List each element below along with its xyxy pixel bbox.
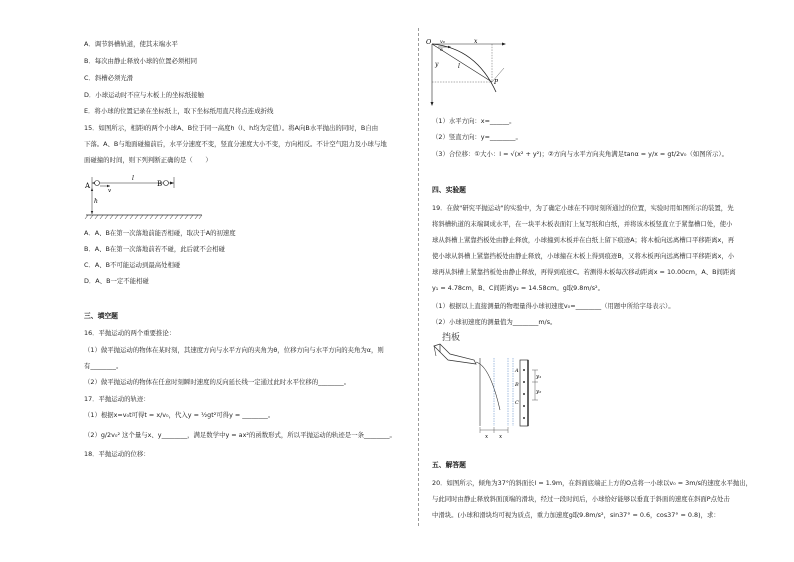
q19-part2: （2）小球初速度的测量值为________m/s。 [432,318,557,326]
q19-line-1: 19．在做"研究平抛运动"的实验中，为了确定小球在不同时刻所通过的位置，实验时用如图所示的装置，先 [432,204,734,212]
q19-part1: （1）根据以上直接测量的物理量得小球初速度v₀=________（用题中所给字母表示）。 [432,302,675,310]
q15-option-c: C．A、B不可能运动到最高处相碰 [84,261,181,269]
option-a-top: A．调节斜槽轨道，使其末端水平 [84,40,178,48]
label-v: v [108,188,112,194]
q20-line-2: 与此同时由静止释放斜面顶端的滑块，经过一段时间后，小球恰好能够以垂直于斜面的速度在斜面P点处击 [432,495,730,503]
label-b: B [157,180,163,188]
section-solve-heading: 五、解答题 [432,461,466,469]
label-a: A [85,182,91,190]
label-y2: y₂ [536,389,542,395]
trajectory-figure [426,38,516,108]
q15-line-1: 15．如图所示，相距l的两个小球A、B位于同一高度h（l、h均为定值）。将A向B水平抛出的同时，B自由 [84,124,379,132]
label-alpha: α [440,48,444,53]
q19-line-5: 球再从斜槽上紧靠挡板处由静止释放，再得到痕迹C。若测得木板每次移动距离x = 10.00cm，A、B间距离 [432,268,736,276]
q15-figure [84,172,204,224]
q20-line-1: 20．如图所示，倾角为37°的斜面长l = 1.9m，在斜面底端正上方的O点将一小球以v₀ = 3m/s的速度水平抛出， [432,479,753,487]
r-horizontal: （1）水平方向：x=______。 [432,117,516,125]
option-d-top: D．小球运动时不应与木板上的坐标纸接触 [84,91,204,99]
option-e-top: E．将小球的位置记录在坐标纸上，取下坐标纸用直尺将点连成折线 [84,107,274,115]
label-a: A [515,368,519,374]
option-c-top: C．斜槽必须光滑 [84,74,134,82]
section-experiment-heading: 四、实验题 [432,186,466,194]
option-b-top: B．每次由静止释放小球的位置必须相同 [84,57,198,65]
label-v0: v₀ [440,39,445,45]
q15-option-a: A．A、B在第一次落地前能否相碰，取决于A的初速度 [84,229,236,237]
label-y1: y₁ [536,374,542,380]
r-resultant: （3）合位移：①大小：l = √(x² + y²)；②方向与水平方向夹角满足tanα = y/x = gt/2v₀（如图所示）。 [432,150,728,158]
q16-part1-line2: 有________。 [84,362,123,370]
q17-part1: （1）根据x=v₀t可得t = x/v₀，代入y = ½gt²可得y = ________。 [84,411,275,419]
q19-line-6: y₁ = 4.78cm，B、C间距离y₂ = 14.58cm。g取9.8m/s²。 [432,284,604,292]
q19-line-3: 球从斜槽上紧靠挡板处由静止释放，小球撞到木板并在白纸上留下痕迹A；将木板向远离槽口平移距离x，再 [432,236,735,244]
q15-option-d: D．A、B一定不能相碰 [84,277,149,285]
label-b: B [515,382,519,388]
q19-line-2: 将斜槽轨道的末端调成水平，在一块平木板表面钉上复写纸和白纸，并将该木板竖直立于紧靠槽口处，使小 [432,220,733,228]
label-board: 挡板 [442,333,461,343]
q16-part1-line1: （1）做平抛运动的物体在某时刻，其速度方向与水平方向的夹角为θ，位移方向与水平方向的夹角为α，则 [84,346,384,354]
r-vertical: （2）竖直方向：y=________。 [432,133,522,141]
label-h: h [94,198,98,205]
q16-title: 16．平抛运动的两个重要推论： [84,329,176,337]
q20-line-3: 中滑块。(小球和滑块均可视为质点，重力加速度g取9.8m/s²，sin37° = 0.6，cos37° = 0.8)，求： [432,511,720,519]
q16-part2: （2）做平抛运动的物体在任意时刻瞬时速度的反向延长线一定通过此时水平位移的________。 [84,378,351,386]
q17-title: 17．平抛运动的轨迹： [84,395,150,403]
q15-option-b: B．A、B在第一次落地前若不碰，此后就不会相碰 [84,245,225,253]
label-c: C [515,400,519,406]
label-p: P [494,79,499,86]
experiment-figure [428,330,548,442]
q19-line-4: 使小球从斜槽上紧靠挡板处由静止释放，小球撞在木板上得到痕迹B，又将木板再向远离槽口平移距离x，小 [432,252,735,260]
label-x1: x [485,434,489,440]
label-x2: x [499,434,503,440]
section-fill-in-heading: 三、填空题 [84,312,118,320]
label-o: O [426,38,432,46]
q17-part2: （2）g/2v₀² 这个量与x、y________，满足数学中y = ax²的函数形式，所以平抛运动的轨迹是一条________。 [84,431,396,439]
label-l: l [132,175,134,182]
q15-line-3: 面碰撞的时间，则下列判断正确的是（ ） [84,156,212,164]
column-divider [418,28,419,526]
label-y: y [435,61,439,68]
label-x: x [474,38,478,45]
q18-title: 18．平抛运动的位移： [84,450,150,458]
q15-line-2: 下落。A、B与地面碰撞前后，水平分速度不变，竖直分速度大小不变，方向相反。不计空气阻力及小球与地 [84,140,387,148]
label-l: l [458,63,460,70]
